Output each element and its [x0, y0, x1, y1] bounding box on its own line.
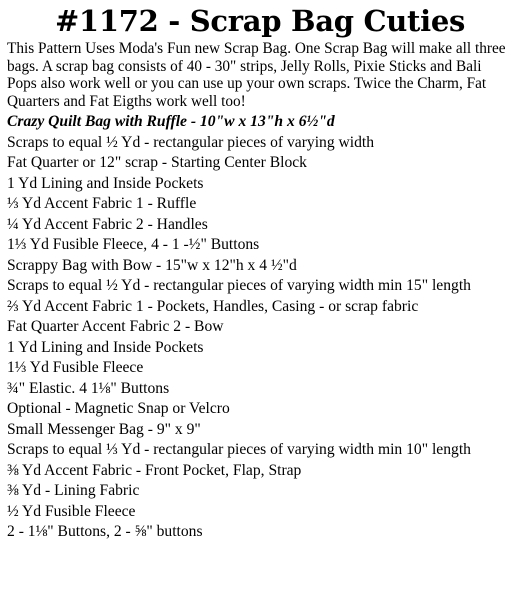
material-item: 1⅓ Yd Fusible Fleece, 4 - 1 -½" Buttons	[7, 236, 260, 254]
material-item: 1 Yd Lining and Inside Pockets	[7, 174, 204, 192]
material-item: Scraps to equal ½ Yd - rectangular pieces of varying width min 15" length	[7, 277, 471, 295]
material-item: ¾" Elastic. 4 1⅛" Buttons	[7, 379, 170, 397]
material-item: ⅜ Yd - Lining Fabric	[7, 482, 140, 500]
material-item: ⅜ Yd Accent Fabric - Front Pocket, Flap, Strap	[7, 461, 302, 479]
materials-list	[7, 112, 513, 543]
page-title: #1172 - Scrap Bag Cuties	[54, 4, 466, 38]
material-item: 1 Yd Lining and Inside Pockets	[7, 338, 204, 356]
material-item: Scraps to equal ⅓ Yd - rectangular pieces of varying width min 10" length	[7, 441, 471, 459]
section-heading-scrappy-bag: Scrappy Bag with Bow - 15"w x 12"h x 4 ½"d	[7, 256, 297, 274]
material-item: 2 - 1⅛" Buttons, 2 - ⅝" buttons	[7, 523, 203, 541]
section-heading-small-messenger-bag: Small Messenger Bag - 9" x 9"	[7, 420, 201, 438]
material-item: ¼ Yd Accent Fabric 2 - Handles	[7, 215, 208, 233]
section-heading-crazy-quilt-bag: Crazy Quilt Bag with Ruffle - 10"w x 13"h x 6½"d	[7, 113, 335, 131]
material-item: ⅓ Yd Accent Fabric 1 - Ruffle	[7, 195, 197, 213]
material-item: Optional - Magnetic Snap or Velcro	[7, 400, 230, 418]
intro-paragraph: This Pattern Uses Moda's Fun new Scrap Bag. One Scrap Bag will make all three bags. A scrap bag consists of 40 - 30" strips, Jelly Rolls, Pixie Sticks and Bali Pops also work well or you can use up your own scraps. Twice the Charm, Fat Quarters and Fat Eigths work well too!	[7, 40, 506, 110]
material-item: ⅔ Yd Accent Fabric 1 - Pockets, Handles, Casing - or scrap fabric	[7, 297, 419, 315]
material-item: Fat Quarter Accent Fabric 2 - Bow	[7, 318, 224, 336]
pattern-document	[7, 0, 513, 543]
material-item: Scraps to equal ½ Yd - rectangular pieces of varying width	[7, 133, 375, 151]
material-item: ½ Yd Fusible Fleece	[7, 502, 136, 520]
material-item: 1⅓ Yd Fusible Fleece	[7, 359, 144, 377]
material-item: Fat Quarter or 12" scrap - Starting Center Block	[7, 154, 307, 172]
